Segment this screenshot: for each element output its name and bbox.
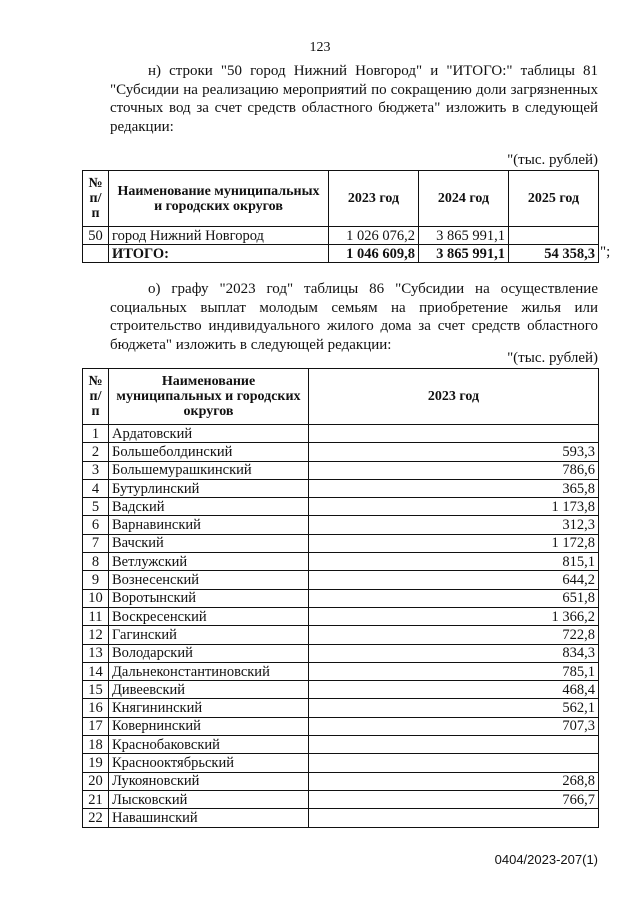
row-num: 18 [83,736,109,754]
row-value: 722,8 [309,626,599,644]
row-name: Навашинский [109,809,309,827]
row-num: 22 [83,809,109,827]
table-row [83,809,599,827]
row-name: Володарский [109,644,309,662]
table-row [83,681,599,699]
document-code: 0404/2023-207(1) [494,852,598,867]
row-value: 785,1 [309,662,599,680]
row-num: 7 [83,534,109,552]
total-label: ИТОГО: [109,245,329,263]
row-value: 707,3 [309,717,599,735]
row-name: Лысковский [109,790,309,808]
row-num: 6 [83,516,109,534]
row-num: 21 [83,790,109,808]
total-2025: 54 358,3 [509,245,599,263]
table-row [83,443,599,461]
table-row [83,227,599,245]
table-row [83,644,599,662]
total-num [83,245,109,263]
row-value: 562,1 [309,699,599,717]
row-num: 17 [83,717,109,735]
row-value: 651,8 [309,589,599,607]
row-num: 20 [83,772,109,790]
table-row [83,534,599,552]
table-row [83,699,599,717]
row-value: 468,4 [309,681,599,699]
header-num: № п/п [83,171,109,227]
row-value: 365,8 [309,479,599,497]
header-name: Наименование муниципальных и городских округов [109,171,329,227]
row-value: 312,3 [309,516,599,534]
row-num: 14 [83,662,109,680]
table-81-closing-quote: "; [600,244,611,260]
row-value [309,754,599,772]
table-row [83,425,599,443]
header-num: № п/п [83,369,109,425]
row-num: 8 [83,553,109,571]
row-num: 16 [83,699,109,717]
row-num: 19 [83,754,109,772]
row-num: 3 [83,461,109,479]
row-num: 5 [83,498,109,516]
row-name: Воскресенский [109,607,309,625]
row-name: Ковернинский [109,717,309,735]
table-row [83,553,599,571]
unit-label-1: "(тыс. рублей) [507,152,598,168]
row-value [309,425,599,443]
header-2025: 2025 год [509,171,599,227]
row-value: 593,3 [309,443,599,461]
row-num: 9 [83,571,109,589]
row-name: Дальнеконстантиновский [109,662,309,680]
table-row [83,498,599,516]
table-86-body [83,425,599,828]
row-num: 50 [83,227,109,245]
row-name: город Нижний Новгород [109,227,329,245]
row-num: 13 [83,644,109,662]
table-row [83,516,599,534]
row-name: Лукояновский [109,772,309,790]
row-value [309,809,599,827]
table-row [83,461,599,479]
row-num: 4 [83,479,109,497]
table-row [83,754,599,772]
table-row [83,626,599,644]
row-name: Большемурашкинский [109,461,309,479]
row-num: 15 [83,681,109,699]
table-row [83,790,599,808]
paragraph-o: о) графу "2023 год" таблицы 86 "Субсидии на осуществление социальных выплат молодым семьям на приобретение жилья или строительство индивидуального жилого дома за счет средств областного бюджета" изложить в следующей редакции: [110,281,598,353]
row-value: 766,7 [309,790,599,808]
table-81-header-row [83,171,599,227]
row-num: 1 [83,425,109,443]
row-value: 268,8 [309,772,599,790]
header-2023: 2023 год [309,369,599,425]
header-2024: 2024 год [419,171,509,227]
row-2025 [509,227,599,245]
row-value [309,736,599,754]
row-name: Воротынский [109,589,309,607]
row-name: Гагинский [109,626,309,644]
row-2024: 3 865 991,1 [419,227,509,245]
row-name: Ардатовский [109,425,309,443]
row-name: Бутурлинский [109,479,309,497]
row-num: 11 [83,607,109,625]
unit-label-2: "(тыс. рублей) [507,350,598,366]
row-value: 815,1 [309,553,599,571]
page-number: 123 [309,40,331,55]
row-name: Вадский [109,498,309,516]
row-name: Вачский [109,534,309,552]
row-name: Княгининский [109,699,309,717]
row-name: Ветлужский [109,553,309,571]
table-row [83,607,599,625]
row-name: Вознесенский [109,571,309,589]
row-name: Краснооктябрьский [109,754,309,772]
paragraph-n: н) строки "50 город Нижний Новгород" и "ИТОГО:" таблицы 81 "Субсидии на реализацию мероприятий по сокращению доли загрязненных сточных вод за счет средств областного бюджета" изложить в следующей редакции: [110,63,598,135]
row-value: 1 173,8 [309,498,599,516]
row-value: 834,3 [309,644,599,662]
table-row [83,571,599,589]
table-row [83,662,599,680]
header-name: Наименование муниципальных и городских округов [109,369,309,425]
table-86 [82,368,599,828]
row-name: Краснобаковский [109,736,309,754]
table-row [83,717,599,735]
header-2023: 2023 год [329,171,419,227]
row-value: 644,2 [309,571,599,589]
row-value: 1 172,8 [309,534,599,552]
row-name: Большеболдинский [109,443,309,461]
row-name: Варнавинский [109,516,309,534]
table-81 [82,170,599,263]
row-value: 786,6 [309,461,599,479]
table-row [83,589,599,607]
row-value: 1 366,2 [309,607,599,625]
total-row [83,245,599,263]
total-2023: 1 046 609,8 [329,245,419,263]
table-row [83,736,599,754]
row-name: Дивеевский [109,681,309,699]
table-row [83,772,599,790]
table-row [83,479,599,497]
row-num: 2 [83,443,109,461]
row-num: 10 [83,589,109,607]
total-2024: 3 865 991,1 [419,245,509,263]
row-num: 12 [83,626,109,644]
row-2023: 1 026 076,2 [329,227,419,245]
table-86-header-row [83,369,599,425]
